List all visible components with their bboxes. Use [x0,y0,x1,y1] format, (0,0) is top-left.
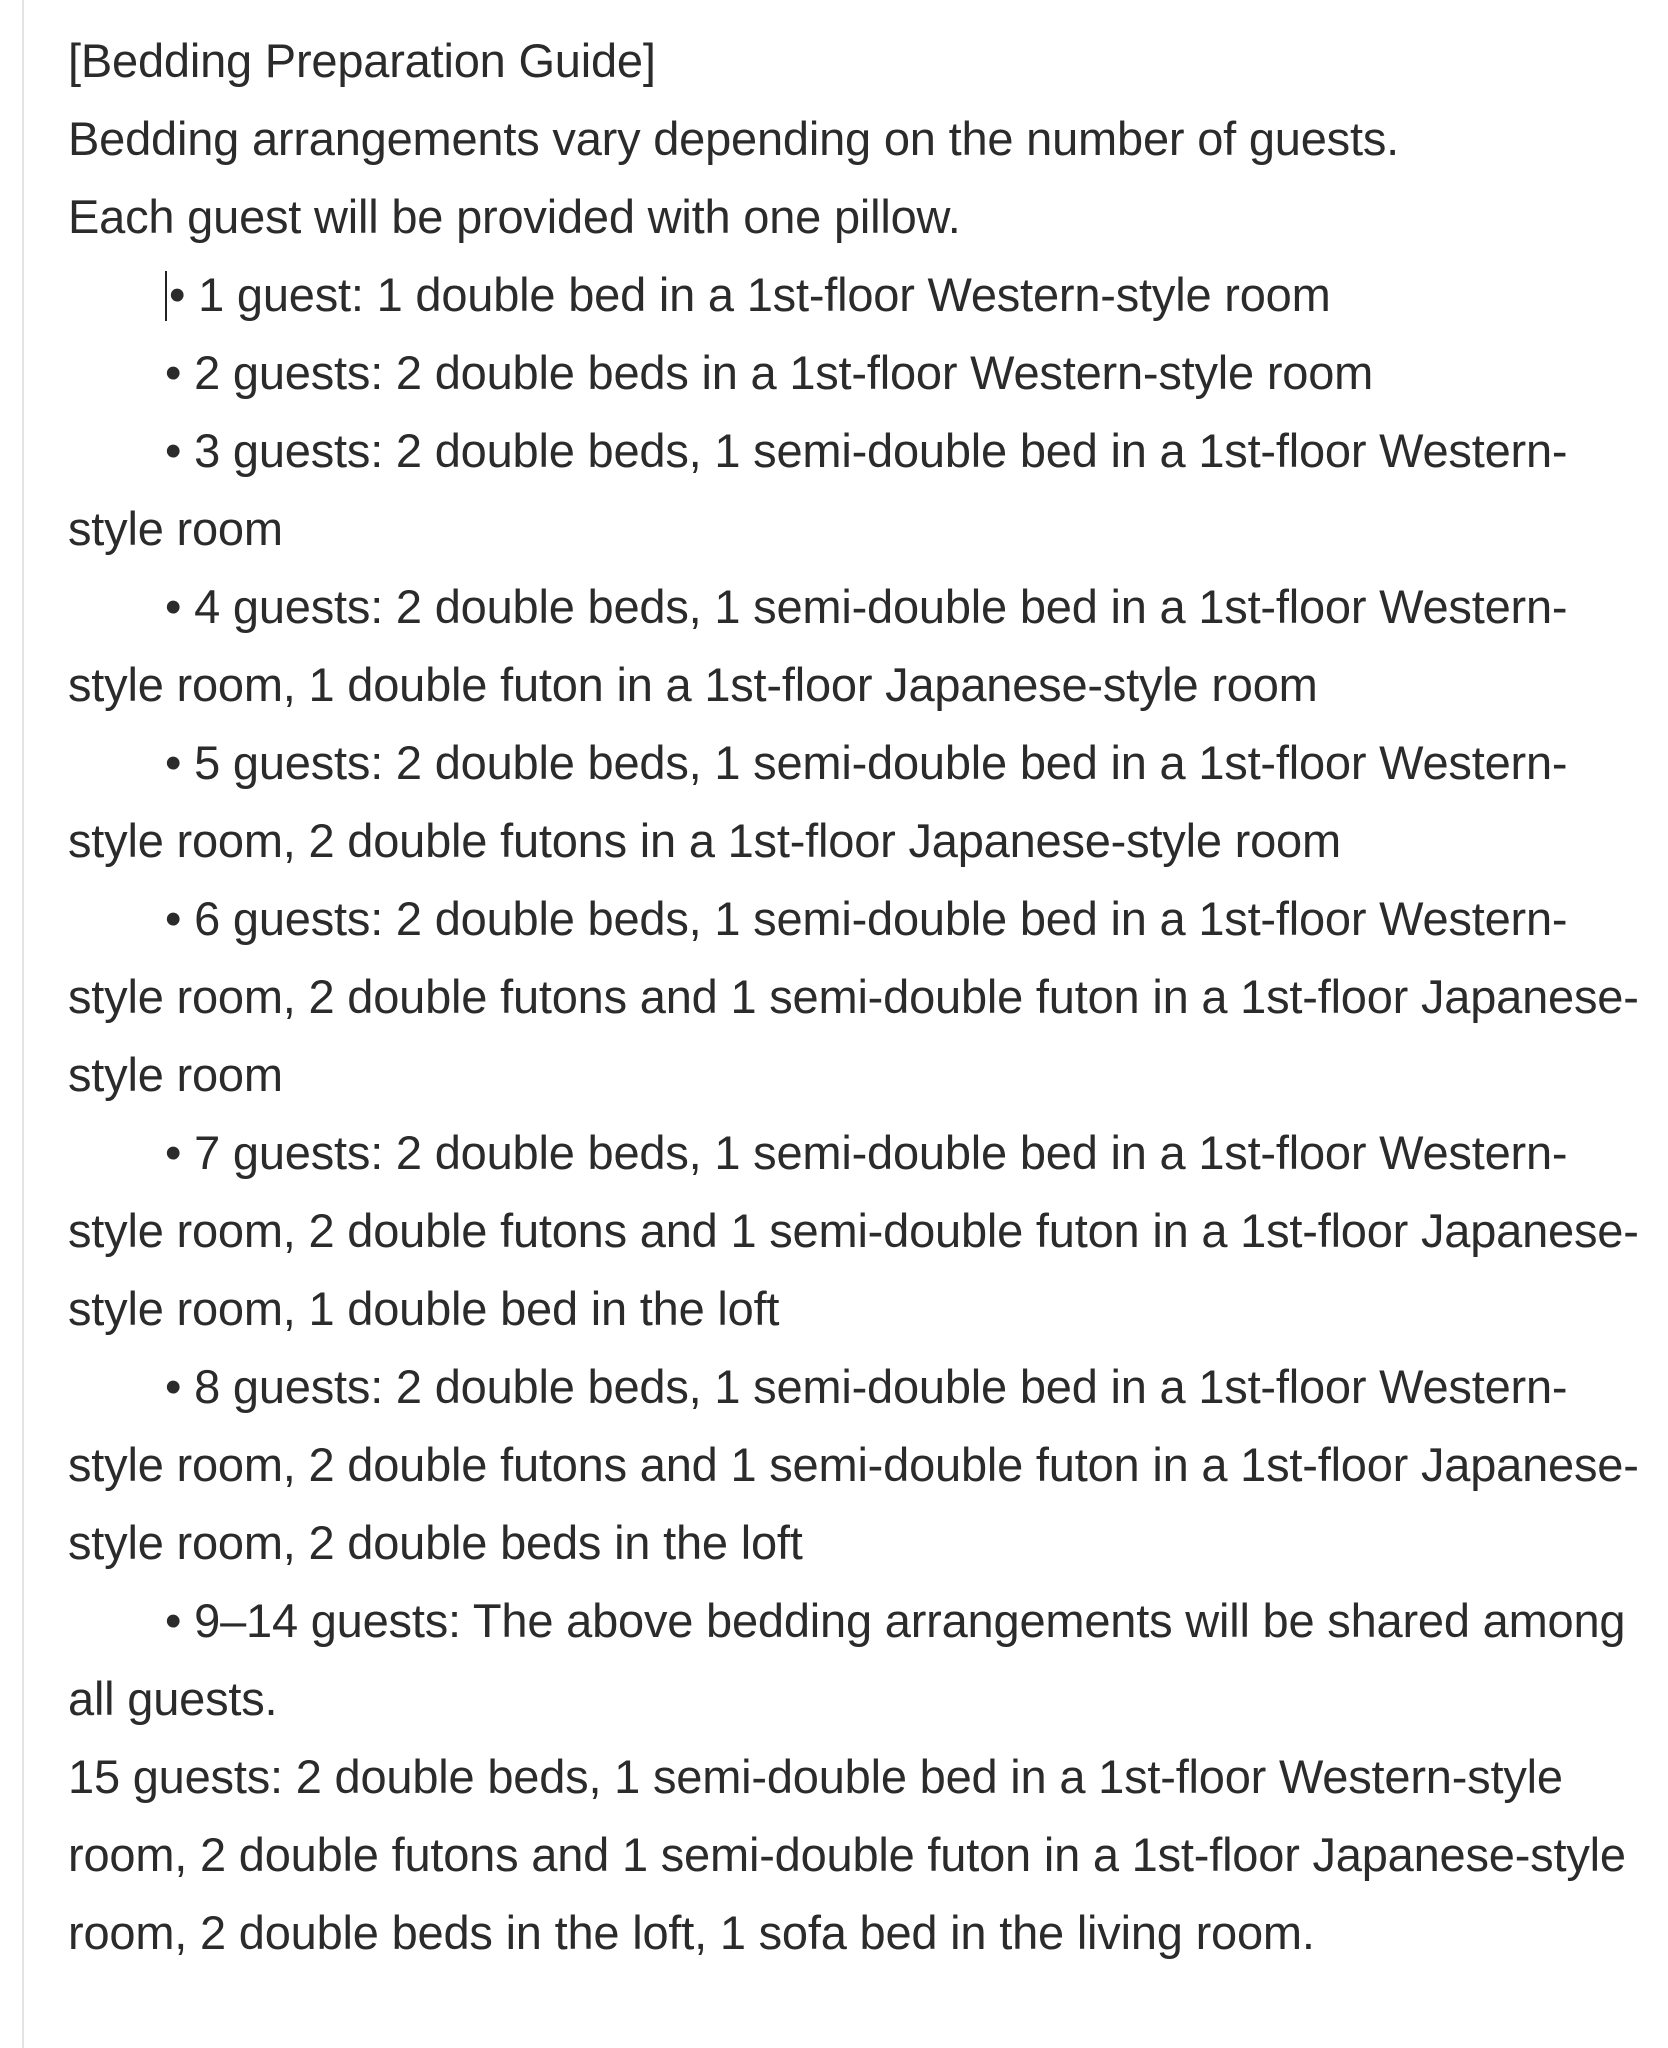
intro-line-pillow: Each guest will be provided with one pillow. [68,190,961,243]
list-item-8-guests [68,1348,1653,1582]
list-item-6-guests [68,880,1653,1114]
guide-heading: [Bedding Preparation Guide] [68,34,656,87]
list-item-text: 6 guests: 2 double beds, 1 semi-double bed in a 1st-floor Western-style room, 2 double futons and 1 semi-double futon in a 1st-floor Japanese-style room [68,892,1639,1101]
bullet-marker: • [169,268,186,321]
bullet-marker: • [165,1594,182,1647]
text-editor[interactable] [68,22,1653,1972]
list-item-2-guests [68,334,1653,412]
list-item-text: 3 guests: 2 double beds, 1 semi-double bed in a 1st-floor Western-style room [68,424,1568,555]
bullet-marker: • [165,736,182,789]
list-item-text: 9–14 guests: The above bedding arrangements will be shared among all guests. [68,1594,1626,1725]
list-item-text: 4 guests: 2 double beds, 1 semi-double bed in a 1st-floor Western-style room, 1 double futon in a 1st-floor Japanese-style room [68,580,1568,711]
list-item-9-14-guests [68,1582,1653,1738]
closing-line-15-guests: 15 guests: 2 double beds, 1 semi-double bed in a 1st-floor Western-style room, 2 double futons and 1 semi-double futon in a 1st-floor Japanese-style room, 2 double beds in the loft, 1 sofa bed in the living room. [68,1750,1626,1959]
bullet-marker: • [165,346,182,399]
list-item-text: 1 guest: 1 double bed in a 1st-floor Western-style room [198,268,1331,321]
list-item-7-guests [68,1114,1653,1348]
text-cursor [165,271,167,321]
intro-line-guests: Bedding arrangements vary depending on the number of guests. [68,112,1399,165]
bullet-marker: • [165,1126,182,1179]
list-item-3-guests [68,412,1653,568]
bullet-marker: • [165,580,182,633]
bullet-marker: • [165,1360,182,1413]
list-item-text: 8 guests: 2 double beds, 1 semi-double bed in a 1st-floor Western-style room, 2 double futons and 1 semi-double futon in a 1st-floor Japanese-style room, 2 double beds in the loft [68,1360,1639,1569]
list-item-4-guests [68,568,1653,724]
list-item-text: 7 guests: 2 double beds, 1 semi-double bed in a 1st-floor Western-style room, 2 double futons and 1 semi-double futon in a 1st-floor Japanese-style room, 1 double bed in the loft [68,1126,1639,1335]
list-item-text: 5 guests: 2 double beds, 1 semi-double bed in a 1st-floor Western-style room, 2 double futons in a 1st-floor Japanese-style room [68,736,1568,867]
bullet-marker: • [165,424,182,477]
list-item-1-guest [68,256,1653,334]
list-item-5-guests [68,724,1653,880]
bullet-marker: • [165,892,182,945]
editor-left-border [22,0,24,2048]
list-item-text: 2 guests: 2 double beds in a 1st-floor Western-style room [194,346,1374,399]
